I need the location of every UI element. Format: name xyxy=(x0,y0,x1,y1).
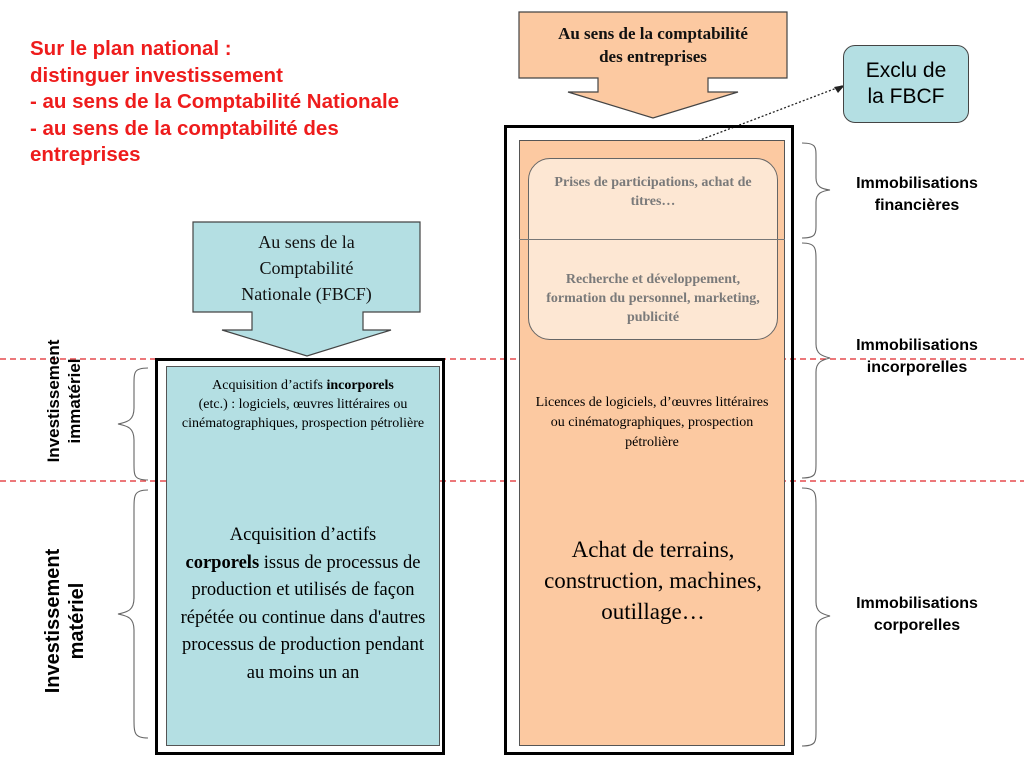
recherche-text: Recherche et développement, formation du personnel, marketing, publicité xyxy=(546,272,760,325)
title-line: distinguer investissement xyxy=(30,63,283,87)
label-immobilisations-corporelles: Immobilisations corporelles xyxy=(856,595,978,634)
arrow-label-fbcf: Au sens de la Comptabilité Nationale (FBCF) xyxy=(241,232,372,304)
left-corporels-text: Acquisition d’actifs corporels issus de processus de production et utilisés de façon répétée ou continue dans d'autres processus de production pendant au moins un an xyxy=(180,525,426,683)
participations-text: Prises de participations, achat de titres… xyxy=(554,175,752,209)
title-line: - au sens de la Comptabilité Nationale xyxy=(30,90,400,113)
label-immobilisations-financieres: Immobilisations financières xyxy=(856,175,978,214)
divider xyxy=(519,239,785,240)
label-immobilisations-incorporelles: Immobilisations incorporelles xyxy=(856,337,978,376)
brace-incorporelles xyxy=(802,243,830,478)
brace-immateriel xyxy=(118,368,148,480)
brace-corporelles xyxy=(802,488,830,746)
arrow-label-entreprises: Au sens de la comptabilité des entreprises xyxy=(558,24,748,66)
exclu-fbcf-box: Exclu de la FBCF xyxy=(843,45,969,123)
brace-materiel xyxy=(118,490,148,738)
left-incorporels-text: Acquisition d’actifs incorporels (etc.) : logiciels, œuvres littéraires ou cinématographiques, prospection pétrolière xyxy=(181,378,425,431)
label-investissement-immateriel: Investissement immatériel xyxy=(44,339,84,463)
licences-text: Licences de logiciels, d’œuvres littéraires ou cinématographiques, prospection pétrolière xyxy=(535,395,769,450)
title-line: entreprises xyxy=(30,143,141,166)
achat-text: Achat de terrains, construction, machines, outillage… xyxy=(544,537,762,624)
brace-financieres xyxy=(802,143,830,238)
title-line: Sur le plan national : xyxy=(30,37,232,60)
label-investissement-materiel: Investissement matériel xyxy=(42,548,88,694)
title-line: - au sens de la comptabilité des xyxy=(30,116,339,140)
